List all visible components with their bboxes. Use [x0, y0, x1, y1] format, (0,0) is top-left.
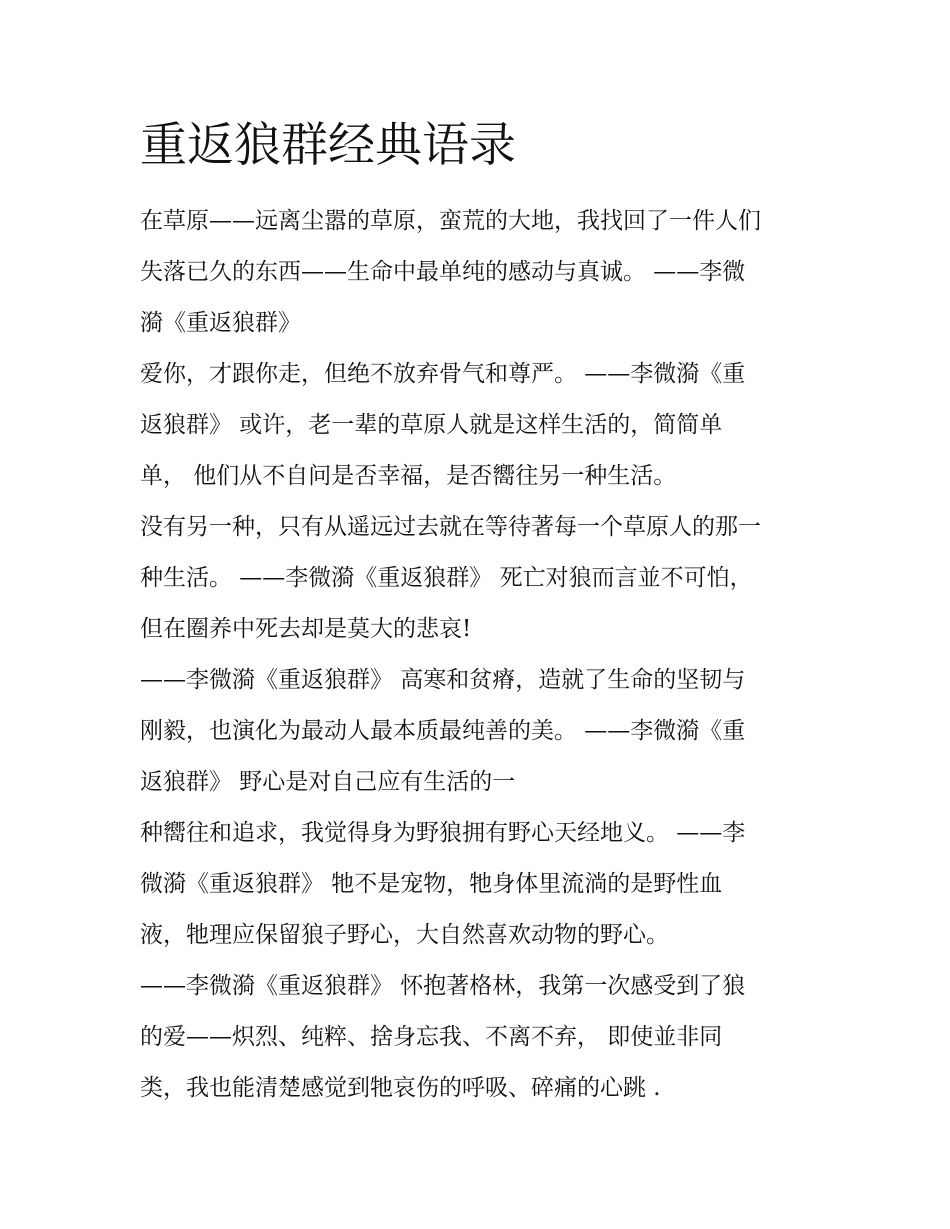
document-body: [140, 196, 830, 1114]
text-line: 种生活。 ——李微漪《重返狼群》 死亡对狼而言並不可怕，: [140, 565, 753, 591]
text-line: 微漪《重返狼群》 牠不是宠物，牠身体里流淌的是野性血: [140, 871, 723, 897]
text-line: 种嚮往和追求，我觉得身为野狼拥有野心天经地义。 ——李: [140, 820, 746, 846]
text-line: ——李微漪《重返狼群》 怀抱著格林，我第一次感受到了狼: [140, 973, 746, 999]
text-line: 的爱——炽烈、纯粹、捨身忘我、不离不弃， 即使並非同: [140, 1024, 723, 1050]
text-line: 没有另一种，只有从遥远过去就在等待著每一个草原人的那一: [140, 514, 761, 540]
text-line: ——李微漪《重返狼群》 高寒和贫瘠，造就了生命的坚韧与: [140, 667, 746, 693]
text-line: 返狼群》 或许，老一辈的草原人就是这样生活的，简简单: [140, 412, 723, 438]
text-line: 爱你，才跟你走，但绝不放弃骨气和尊严。 ——李微漪《重: [140, 361, 746, 387]
text-line: 液，牠理应保留狼子野心，大自然喜欢动物的野心。: [140, 922, 669, 948]
text-line: 失落已久的东西——生命中最单纯的感动与真诚。 ——李微: [140, 259, 746, 285]
text-line: 漪《重返狼群》: [140, 310, 301, 336]
text-line: 刚毅，也演化为最动人最本质最纯善的美。 ——李微漪《重: [140, 718, 746, 744]
text-line: 返狼群》 野心是对自己应有生活的一: [140, 769, 516, 795]
text-line: 在草原——远离尘嚣的草原，蛮荒的大地，我找回了一件人们: [140, 208, 761, 234]
text-line: 单， 他们从不自问是否幸福，是否嚮往另一种生活。: [140, 463, 677, 489]
text-line: 类，我也能清楚感觉到牠哀伤的呼吸、碎痛的心跳 .: [140, 1075, 661, 1101]
text-line: 但在圈养中死去却是莫大的悲哀!: [140, 616, 472, 642]
document-title: 重返狼群经典语录: [140, 118, 516, 173]
